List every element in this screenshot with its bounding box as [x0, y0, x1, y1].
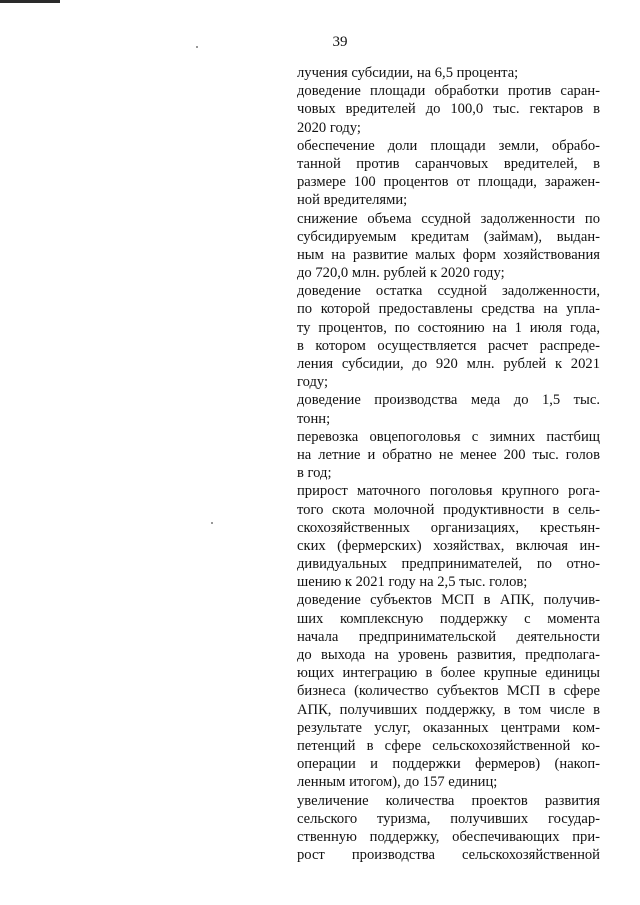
text-line: ющих интеграцию в более крупные единицы [297, 665, 600, 682]
text-line: дивидуальных предпринимателей, по отно- [297, 556, 600, 573]
paragraph [297, 391, 600, 427]
text-line: до 720,0 млн. рублей к 2020 году; [297, 265, 505, 282]
text-line: 2020 году; [297, 119, 361, 136]
page-number: 39 [332, 34, 348, 50]
paragraph [297, 64, 600, 82]
text-line: шению к 2021 году на 2,5 тыс. голов; [297, 574, 528, 591]
text-line: човых вредителей до 100,0 тыс. гектаров в [297, 101, 600, 118]
text-line: перевозка овцепоголовья с зимних пастбищ [297, 428, 600, 445]
paragraph [297, 792, 600, 865]
text-line: доведение площади обработки против саран- [297, 83, 600, 100]
text-line: прирост маточного поголовья крупного рога- [297, 483, 600, 500]
text-line: бизнеса (количество субъектов МСП в сфере [297, 683, 600, 700]
scan-speck [196, 46, 198, 48]
text-line: году; [297, 374, 329, 391]
paragraph [297, 82, 600, 137]
text-line: субсидируемым кредитам (займам), выдан- [297, 228, 600, 245]
text-line: тонн; [297, 410, 331, 427]
text-line: по которой предоставлены средства на упла- [297, 301, 600, 318]
text-line: рост производства сельскохозяйственной [297, 847, 600, 864]
text-line: ту процентов, по состоянию на 1 июля года, [297, 319, 600, 336]
text-line: ственную поддержку, обеспечивающих при- [297, 828, 600, 845]
text-line: начала предпринимательской деятельности [297, 628, 600, 645]
text-line: в котором осуществляется расчет распреде- [297, 337, 600, 354]
text-line: танной против саранчовых вредителей, в [297, 155, 600, 172]
text-line: петенций в сфере сельскохозяйственной ко- [297, 737, 600, 754]
text-line: доведение субъектов МСП в АПК, получив- [297, 592, 600, 609]
paragraph [297, 137, 600, 210]
text-line: в год; [297, 465, 332, 482]
text-line: ских (фермерских) хозяйствах, включая ин- [297, 537, 600, 554]
text-line: операции и поддержки фермеров) (накоп- [297, 756, 600, 773]
text-line: АПК, получивших поддержку, в том числе в [297, 701, 600, 718]
text-line: на летние и обратно не менее 200 тыс. голов [297, 446, 600, 463]
paragraph [297, 210, 600, 283]
text-line: ным на развитие малых форм хозяйствования [297, 246, 600, 263]
document-body [297, 64, 600, 864]
text-line: обеспечение доли площади земли, обрабо- [297, 137, 600, 154]
paragraph [297, 591, 600, 791]
text-line: ших комплексную поддержку с момента [297, 610, 600, 627]
scan-edge-mark [0, 0, 60, 3]
text-line: доведение остатка ссудной задолженности, [297, 283, 600, 300]
text-line: ленным итогом), до 157 единиц; [297, 774, 498, 791]
text-line: увеличение количества проектов развития [297, 792, 600, 809]
text-line: ной вредителями; [297, 192, 408, 209]
text-line: доведение производства меда до 1,5 тыс. [297, 392, 600, 409]
text-line: до выхода на уровень развития, предполага- [297, 647, 600, 663]
text-line: лучения субсидии, на 6,5 процента; [297, 65, 519, 81]
scan-speck [211, 522, 213, 524]
text-line: размере 100 процентов от площади, заражен- [297, 174, 600, 191]
text-line: скохозяйственных организациях, крестьян- [297, 519, 600, 536]
paragraph [297, 282, 600, 391]
paragraph [297, 428, 600, 483]
text-line: снижение объема ссудной задолженности по [297, 210, 600, 227]
text-line: того скота молочной продуктивности в сель- [297, 501, 600, 518]
text-line: сельского туризма, получивших государ- [297, 810, 600, 827]
paragraph [297, 482, 600, 591]
text-line: результате услуг, оказанных центрами ком- [297, 719, 600, 736]
text-line: ления субсидии, до 920 млн. рублей к 2021 [297, 356, 600, 372]
